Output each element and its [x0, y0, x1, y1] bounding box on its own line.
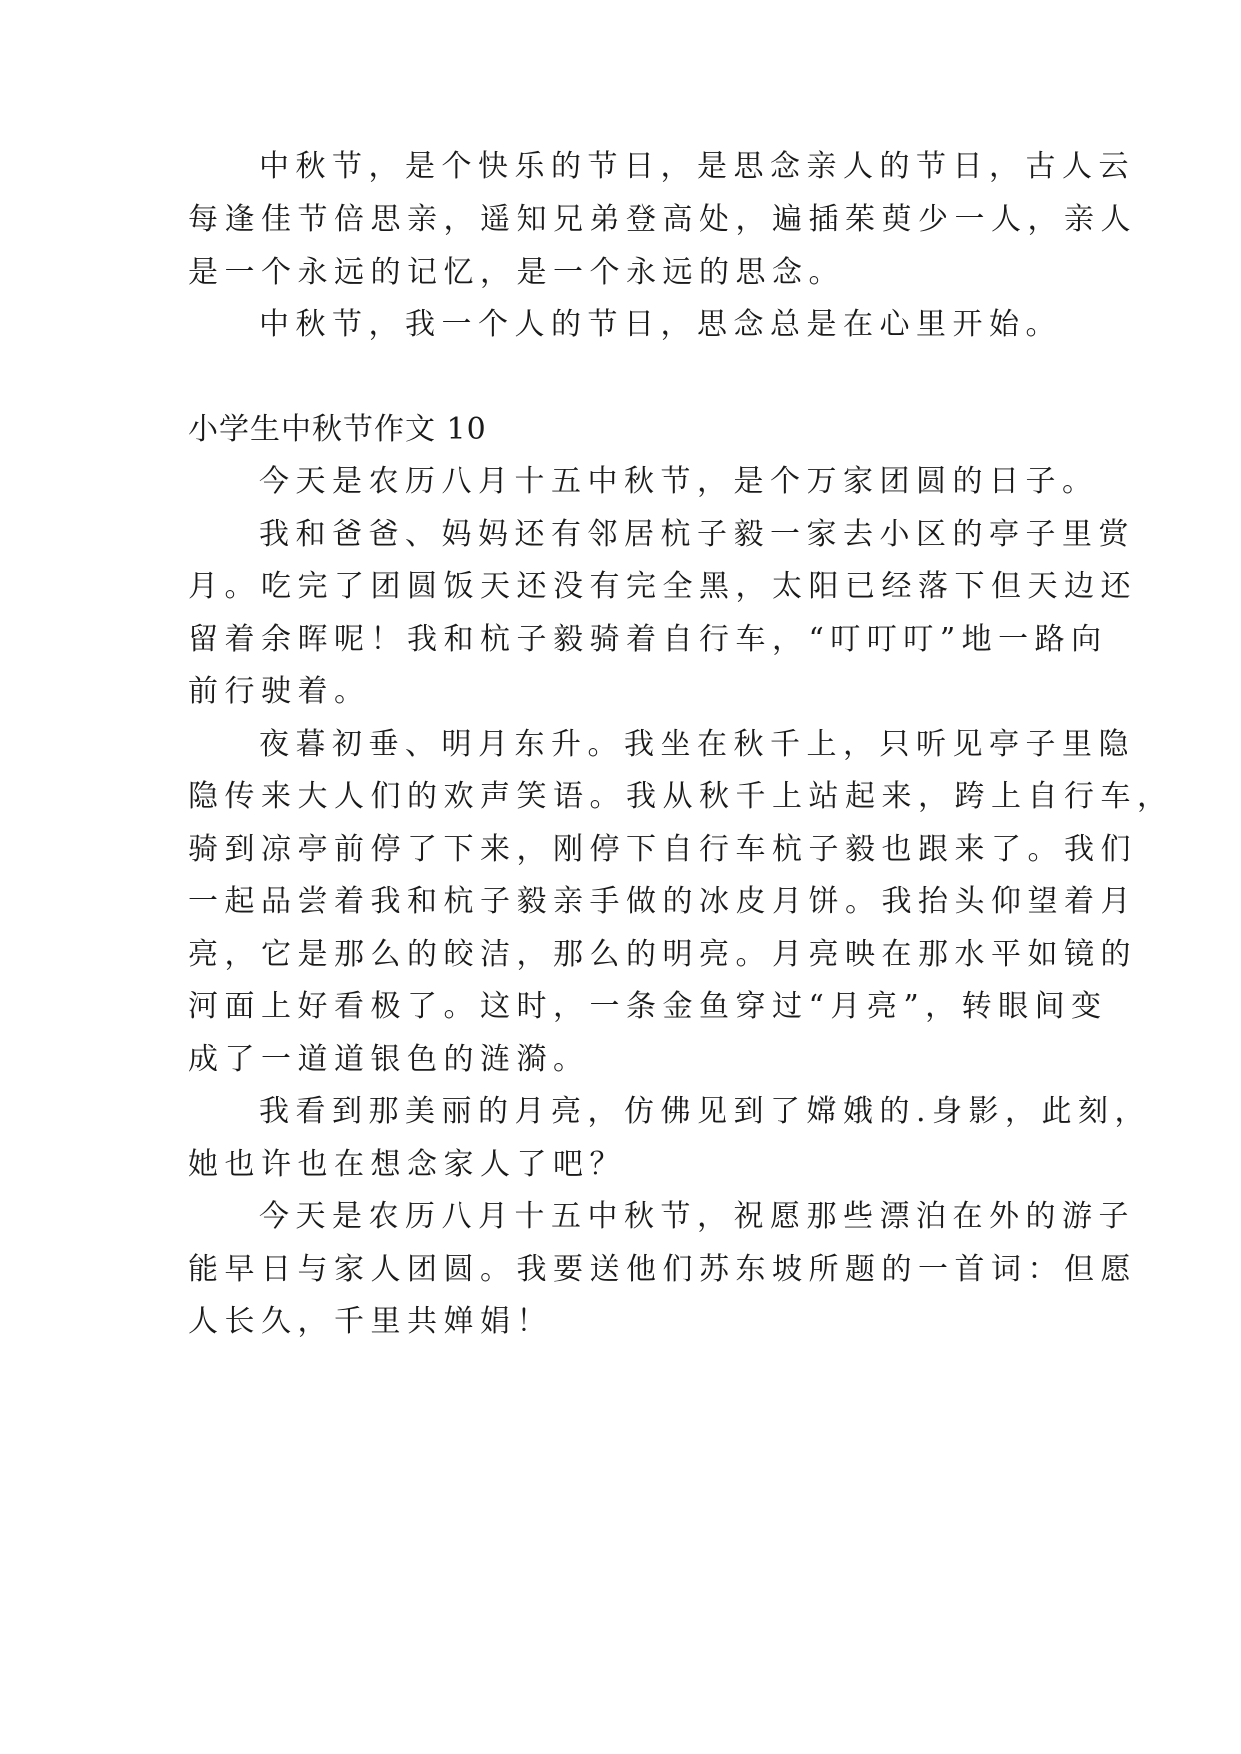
paragraph-line: 能早日与家人团圆。我要送他们苏东坡所题的一首词：但愿 [188, 1252, 1137, 1287]
paragraph-line: 隐传来大人们的欢声笑语。我从秋千上站起来，跨上自行车， [188, 779, 1174, 814]
paragraph-line: 今天是农历八月十五中秋节，是个万家团圆的日子。 [259, 464, 1099, 499]
paragraph-line: 她也许也在想念家人了吧？ [188, 1147, 626, 1182]
paragraph-line: 亮，它是那么的皎洁，那么的明亮。月亮映在那水平如镜的 [188, 937, 1137, 972]
paragraph-line: 人长久，千里共婵娟！ [188, 1304, 553, 1339]
paragraph-line: 一起品尝着我和杭子毅亲手做的冰皮月饼。我抬头仰望着月 [188, 884, 1137, 919]
paragraph-line: 是一个永远的记忆，是一个永远的思念。 [188, 255, 845, 290]
paragraph-line: 夜暮初垂、明月东升。我坐在秋千上，只听见亭子里隐 [259, 727, 1135, 762]
paragraph-line: 前行驶着。 [188, 674, 371, 709]
paragraph-line: 骑到凉亭前停了下来，刚停下自行车杭子毅也跟来了。我们 [188, 832, 1137, 867]
paragraph-line: 中秋节，是个快乐的节日，是思念亲人的节日，古人云 [259, 149, 1135, 184]
paragraph-line: 月。吃完了团圆饭天还没有完全黑，太阳已经落下但天边还 [188, 569, 1137, 604]
paragraph-line: 成了一道道银色的涟漪。 [188, 1042, 590, 1077]
paragraph-line: 我和爸爸、妈妈还有邻居杭子毅一家去小区的亭子里赏 [259, 517, 1135, 552]
section-title: 小学生中秋节作文 10 [188, 412, 487, 447]
paragraph-line: 中秋节，我一个人的节日，思念总是在心里开始。 [259, 307, 1062, 342]
paragraph-line: 我看到那美丽的月亮，仿佛见到了嫦娥的.身影，此刻， [259, 1094, 1152, 1129]
paragraph-line: 每逢佳节倍思亲，遥知兄弟登高处，遍插茱萸少一人，亲人 [188, 202, 1137, 237]
paragraph-line: 今天是农历八月十五中秋节，祝愿那些漂泊在外的游子 [259, 1199, 1135, 1234]
paragraph-line: 河面上好看极了。这时，一条金鱼穿过“月亮”，转眼间变 [188, 989, 1108, 1024]
paragraph-line: 留着余晖呢！我和杭子毅骑着自行车，“叮叮叮”地一路向 [188, 622, 1108, 657]
